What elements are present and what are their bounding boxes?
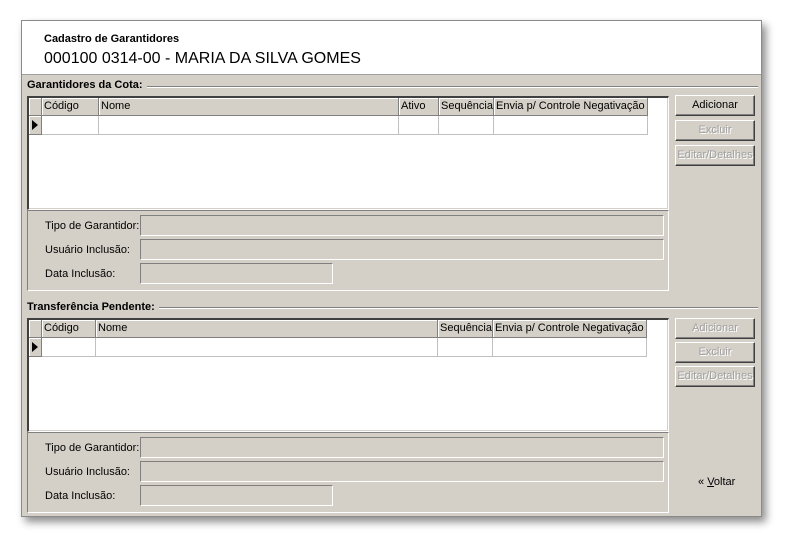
cell-nome[interactable] — [99, 116, 399, 135]
cell-codigo[interactable] — [42, 116, 99, 135]
grid-header — [29, 320, 647, 338]
adicionar-button[interactable]: Adicionar — [675, 95, 755, 116]
cell-nome[interactable] — [96, 338, 438, 357]
header-panel — [22, 21, 761, 75]
column-header-nome[interactable]: Nome — [96, 320, 438, 338]
row-indicator — [29, 116, 42, 135]
voltar-chevron: « — [698, 476, 708, 488]
garantidores-grid[interactable] — [27, 96, 669, 210]
voltar-label: oltar — [713, 476, 736, 488]
transferencia-details-panel — [27, 432, 669, 513]
cell-sequencia[interactable] — [439, 116, 494, 135]
row-pointer-icon — [32, 120, 38, 130]
tipo-garantidor-label: Tipo de Garantidor: — [45, 220, 140, 232]
row-pointer-icon — [32, 342, 38, 352]
section-label-transferencia: Transferência Pendente: — [27, 301, 159, 313]
window-subtitle: Cadastro de Garantidores — [44, 33, 180, 45]
garantidores-window — [21, 20, 762, 517]
editar-detalhes-button[interactable]: Editar/Detalhes — [675, 366, 755, 387]
window-title: 000100 0314-00 - MARIA DA SILVA GOMES — [44, 50, 361, 67]
row-indicator — [29, 338, 42, 357]
excluir-button[interactable]: Excluir — [675, 342, 755, 363]
tipo-garantidor-field — [140, 437, 664, 458]
data-inclusao-field — [140, 485, 333, 506]
table-row[interactable] — [29, 338, 647, 357]
column-header-codigo[interactable]: Código — [42, 320, 96, 338]
excluir-button[interactable]: Excluir — [675, 120, 755, 141]
garantidor-details-panel — [27, 210, 669, 291]
grid-header — [29, 98, 648, 116]
editar-detalhes-button[interactable]: Editar/Detalhes — [675, 145, 755, 166]
voltar-hotkey: V — [707, 476, 714, 488]
tipo-garantidor-field — [140, 215, 664, 236]
usuario-inclusao-field — [140, 239, 664, 260]
usuario-inclusao-label: Usuário Inclusão: — [45, 466, 130, 478]
data-inclusao-field — [140, 263, 333, 284]
tipo-garantidor-label: Tipo de Garantidor: — [45, 442, 140, 454]
cell-envia[interactable] — [493, 338, 647, 357]
cell-ativo[interactable] — [399, 116, 439, 135]
column-header-envia[interactable]: Envia p/ Controle Negativação — [493, 320, 647, 338]
transferencia-grid[interactable] — [27, 318, 669, 432]
usuario-inclusao-field — [140, 461, 664, 482]
column-header-sequencia[interactable]: Sequência — [439, 98, 494, 116]
grid-corner — [29, 320, 42, 338]
voltar-button[interactable] — [698, 476, 735, 488]
column-header-codigo[interactable]: Código — [42, 98, 99, 116]
cell-codigo[interactable] — [42, 338, 96, 357]
adicionar-button[interactable]: Adicionar — [675, 318, 755, 339]
table-row[interactable] — [29, 116, 648, 135]
column-header-sequencia[interactable]: Sequência — [438, 320, 493, 338]
cell-sequencia[interactable] — [438, 338, 493, 357]
grid-corner — [29, 98, 42, 116]
data-inclusao-label: Data Inclusão: — [45, 268, 116, 280]
column-header-envia[interactable]: Envia p/ Controle Negativação — [494, 98, 648, 116]
column-header-ativo[interactable]: Ativo — [399, 98, 439, 116]
usuario-inclusao-label: Usuário Inclusão: — [45, 244, 130, 256]
column-header-nome[interactable]: Nome — [99, 98, 399, 116]
data-inclusao-label: Data Inclusão: — [45, 490, 116, 502]
cell-envia[interactable] — [494, 116, 648, 135]
section-label-garantidores: Garantidores da Cota: — [27, 79, 147, 91]
